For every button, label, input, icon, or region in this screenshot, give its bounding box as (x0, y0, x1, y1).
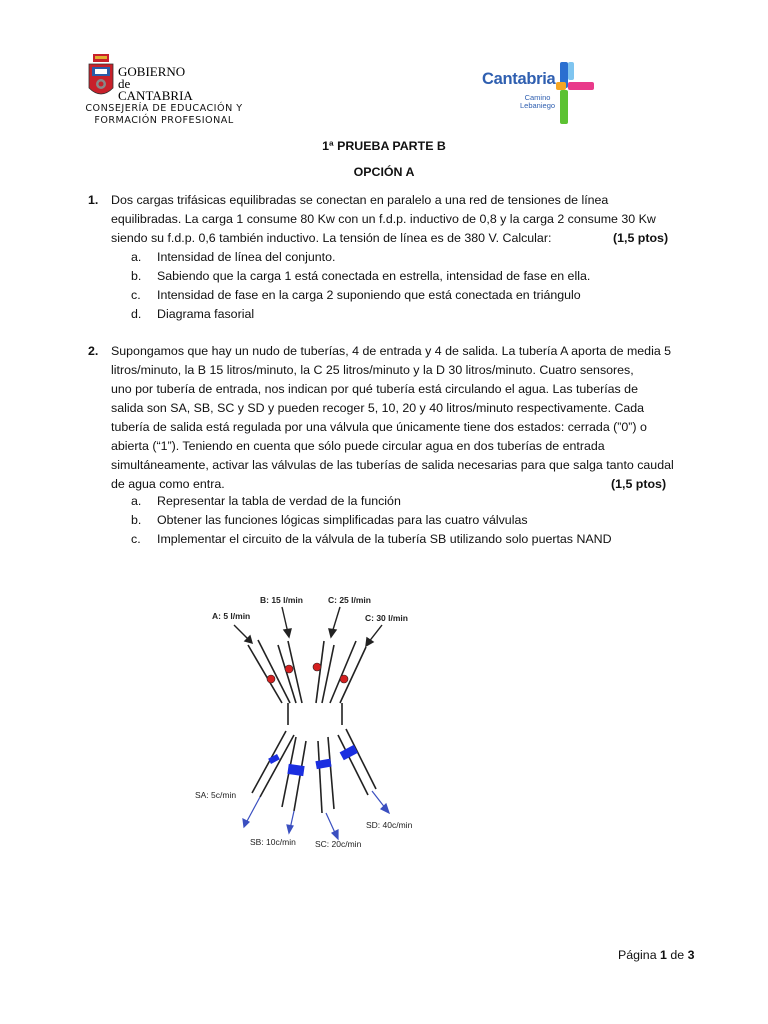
page-word: Página (618, 948, 657, 962)
item-letter: d. (131, 307, 142, 321)
output-arrows (243, 791, 389, 839)
pipe-lines (248, 640, 376, 813)
output-label-sd: SD: 40c/min (366, 820, 413, 830)
camino-lebaniego-text (520, 94, 555, 110)
gobierno-de: de (118, 76, 131, 91)
item-letter: a. (131, 250, 142, 264)
item-text: Intensidad de fase en la carga 2 suponiendo que está conectada en triángulo (157, 288, 581, 302)
question-1-number: 1. (88, 193, 99, 207)
output-label-sb: SB: 10c/min (250, 837, 296, 847)
question-line: Dos cargas trifásicas equilibradas se conectan en paralelo a una red de tensiones de línea (111, 193, 609, 207)
question-1-points: (1,5 ptos) (613, 231, 669, 245)
input-label-c: C: 25 l/min (328, 595, 371, 605)
item-text: Obtener las funciones lógicas simplificadas para las cuatro válvulas (157, 513, 528, 527)
output-label-sc: SC: 20c/min (315, 839, 362, 849)
option-title: OPCIÓN A (353, 165, 415, 179)
cantabria-camino-logo (480, 60, 600, 128)
item-letter: c. (131, 532, 141, 546)
item-text: Intensidad de línea del conjunto. (157, 250, 336, 264)
input-label-b: B: 15 l/min (260, 595, 303, 605)
page-total: 3 (687, 948, 695, 962)
item-letter: c. (131, 288, 141, 302)
input-label-a: A: 5 l/min (212, 611, 251, 621)
sensor-b-icon (285, 665, 293, 673)
output-label-sa: SA: 5c/min (195, 790, 237, 800)
item-text: Sabiendo que la carga 1 está conectada en estrella, intensidad de fase en ella. (157, 269, 591, 283)
gobierno-line: GOBIERNO (118, 64, 186, 79)
list-item (111, 530, 612, 549)
input-label-d: C: 30 l/min (365, 613, 408, 623)
question-line: salida son SA, SB, SC y SD y pueden recoger 5, 10, 20 y 40 litros/minuto respectivamente. Cada (111, 401, 645, 415)
item-text: Diagrama fasorial (157, 307, 255, 321)
question-line: tubería de salida está regulada por una válvula que únicamente tiene dos estados: cerrada (”0”) o (111, 420, 647, 434)
consejeria-line-1: CONSEJERÍA DE EDUCACIÓN Y (85, 103, 243, 114)
list-item (111, 286, 581, 305)
cross-logo-icon (556, 60, 596, 126)
question-line: siendo su f.d.p. 0,6 también inductivo. La tensión de línea es de 380 V. Calcular: (111, 231, 552, 245)
gobierno-name (118, 66, 193, 102)
list-item (111, 267, 590, 286)
item-text: Implementar el circuito de la válvula de la tubería SB utilizando solo puertas NAND (157, 532, 612, 546)
question-line: abierta (“1”). Teniendo en cuenta que sólo puede circular agua en dos tuberías de entrada (111, 439, 605, 453)
sensor-c-icon (313, 663, 321, 671)
sensor-d-icon (340, 675, 348, 683)
consejeria-text (84, 103, 244, 127)
question-2-text (111, 342, 696, 494)
question-line: de agua como entra. (111, 477, 225, 491)
cantabria-brand-text: Cantabria (482, 70, 556, 88)
question-line: simultáneamente, activar las válvulas de las tuberías de salida necesarias para que salga tanto caudal (111, 458, 674, 472)
coat-of-arms-icon (87, 54, 115, 100)
item-letter: a. (131, 494, 142, 508)
page-current: 1 (660, 948, 667, 962)
question-1-text (111, 191, 696, 248)
item-letter: b. (131, 513, 142, 527)
lebaniego-line: Lebaniego (520, 101, 556, 110)
list-item (111, 492, 401, 511)
pipe-node-diagram (190, 585, 430, 855)
gobierno-cantabria: CANTABRIA (118, 88, 193, 103)
list-item (111, 305, 254, 324)
question-line: Supongamos que hay un nudo de tuberías, 4 de entrada y 4 de salida. La tubería A aporta de media 5 (111, 344, 672, 358)
page-number (618, 946, 695, 965)
consejeria-line-2: FORMACIÓN PROFESIONAL (94, 115, 234, 126)
input-arrows (234, 607, 382, 646)
item-text: Representar la tabla de verdad de la función (157, 494, 401, 508)
valve-sc-icon (315, 759, 331, 769)
exam-title: 1ª PRUEBA PARTE B (322, 139, 446, 153)
page-of-word: de (670, 948, 685, 962)
list-item (111, 511, 528, 530)
question-line: litros/minuto, la B 15 litros/minuto, la C 25 litros/minuto y la D 30 litros/minuto. Cuatro sensores, (111, 363, 634, 377)
gobierno-cantabria-logo (84, 52, 244, 130)
question-line: equilibradas. La carga 1 consume 80 Kw con un f.d.p. inductivo de 0,8 y la carga 2 consume 30 Kw (111, 212, 656, 226)
question-2-number: 2. (88, 344, 99, 358)
item-letter: b. (131, 269, 142, 283)
list-item (111, 248, 335, 267)
camino-line: Camino (524, 93, 551, 102)
sensor-a-icon (267, 675, 275, 683)
question-2-points: (1,5 ptos) (611, 477, 667, 491)
question-line: uno por tubería de entrada, nos indican por qué tubería está circulando el agua. Las tuberías de (111, 382, 638, 396)
